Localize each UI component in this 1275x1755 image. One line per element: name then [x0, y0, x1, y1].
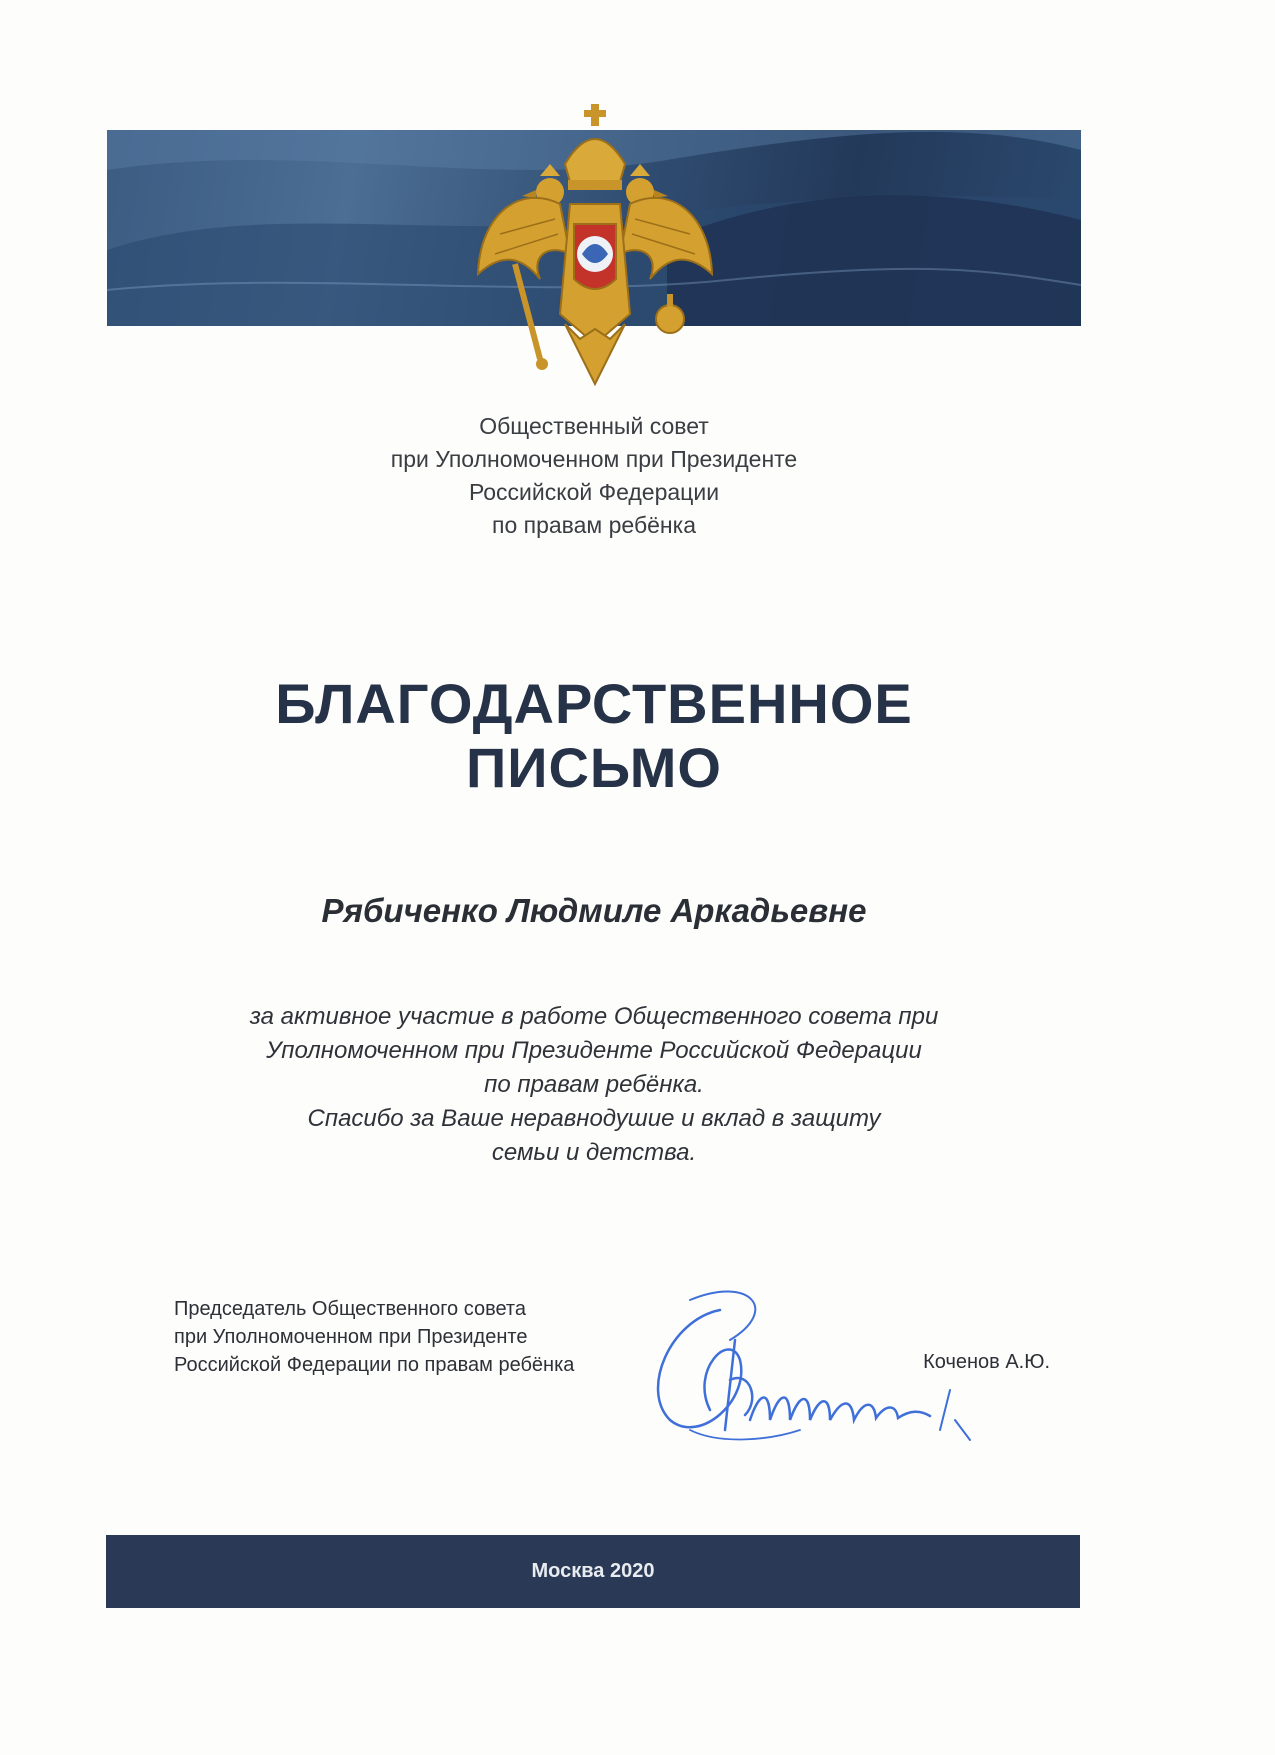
- recipient-name: Рябиченко Людмиле Аркадьевне: [321, 892, 867, 929]
- body-line: Уполномоченном при Президенте Российской Федерации: [266, 1037, 922, 1064]
- footer-bar: [106, 1535, 1080, 1608]
- footer-place-year: Москва 2020: [531, 1560, 655, 1582]
- body-line: семьи и детства.: [491, 1139, 697, 1166]
- body-line: по правам ребёнка.: [484, 1071, 704, 1098]
- signer-name: Коченов А.Ю.: [923, 1351, 1050, 1373]
- position-line: при Уполномоченном при Президенте: [174, 1326, 528, 1348]
- title-line: ПИСЬМО: [465, 736, 722, 799]
- organization-name: [300, 410, 888, 542]
- document-title: [200, 672, 988, 800]
- body-line: Спасибо за Ваше неравнодушие и вклад в защиту: [307, 1105, 881, 1132]
- org-line: по правам ребёнка: [492, 512, 696, 538]
- org-line: Российской Федерации: [468, 479, 720, 505]
- body-line: за активное участие в работе Общественного совета при: [249, 1003, 939, 1030]
- title-line: БЛАГОДАРСТВЕННОЕ: [275, 672, 913, 735]
- double-headed-eagle-emblem-icon: [470, 104, 720, 394]
- position-line: Председатель Общественного совета: [174, 1298, 526, 1320]
- org-line: при Уполномоченном при Президенте: [390, 446, 798, 472]
- org-line: Общественный совет: [479, 413, 709, 439]
- letter-body: [180, 1000, 1008, 1170]
- position-line: Российской Федерации по правам ребёнка: [174, 1354, 575, 1376]
- signatory-position: [174, 1295, 634, 1379]
